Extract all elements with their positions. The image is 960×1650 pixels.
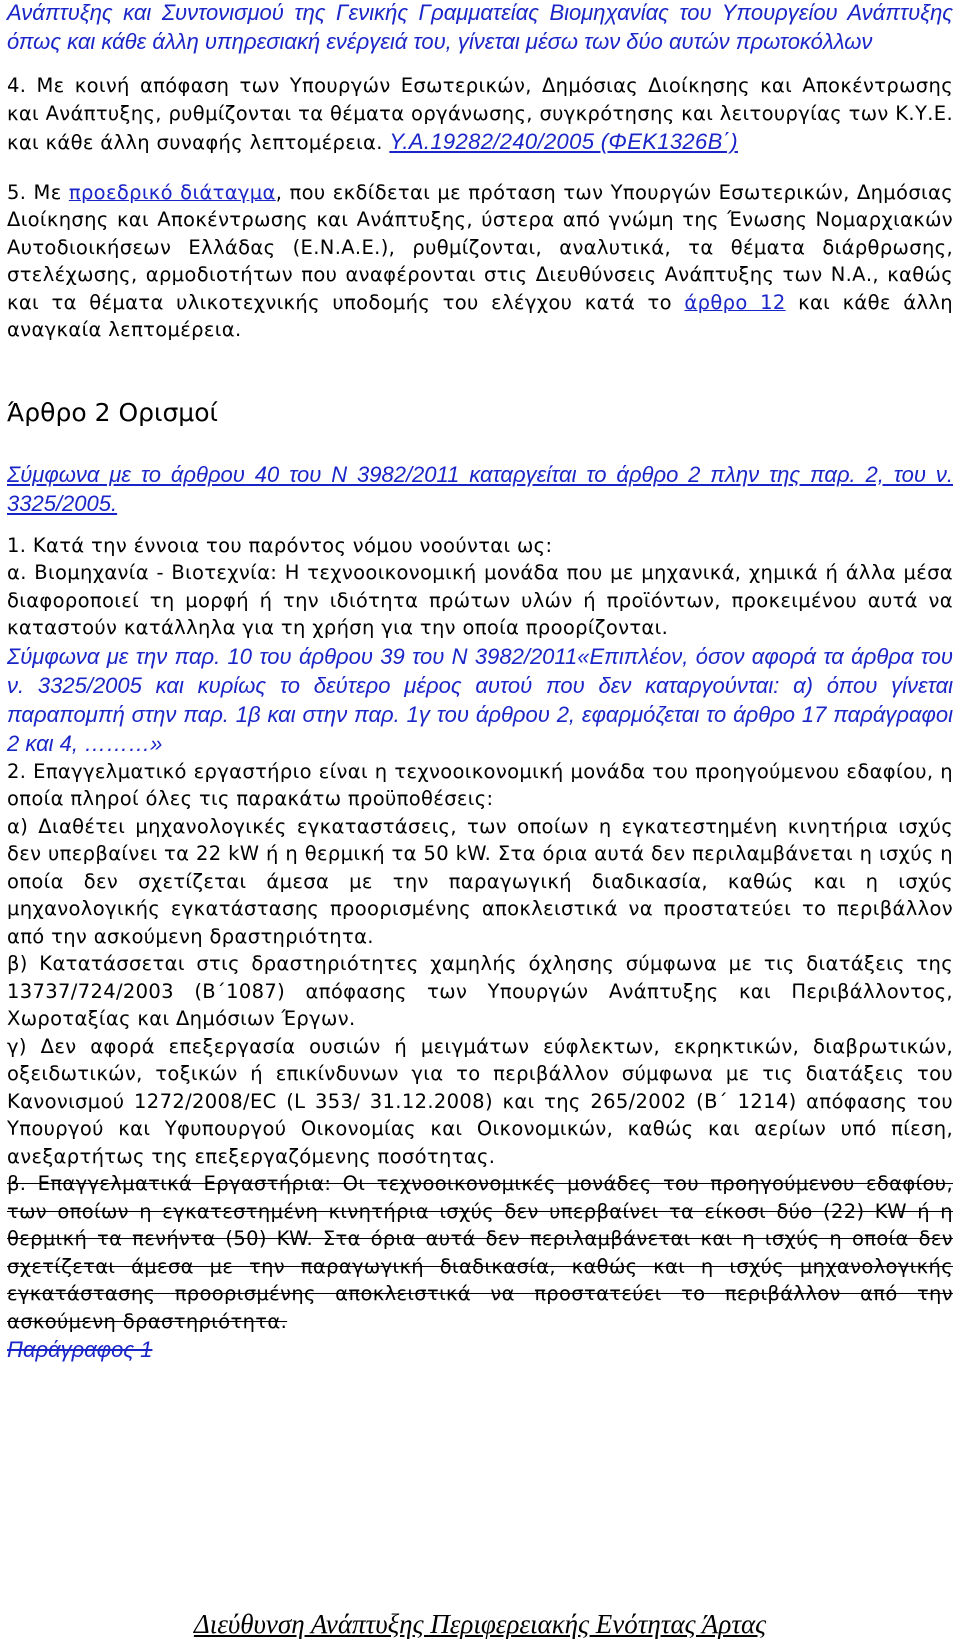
presidential-decree-link[interactable]: προεδρικό διάταγμα <box>68 180 276 204</box>
article-heading: Άρθρο 2 Ορισμοί <box>7 397 218 427</box>
paragraph-10-note: Σύμφωνα με την παρ. 10 του άρθρου 39 του Ν 3982/2011«Επιπλέον, όσον αφορά τα άρθρα του ν. 3325/2005 και κυρίως το δεύτερο μέρος αυτού που δεν καταργούνται: α) όπου γίνεται παραπομπή στην παρ. 1β και στην παρ. 1γ του άρθρου 2, εφαρμόζεται το άρθρο 17 παράγραφοι 2 και 4, ………» <box>7 643 953 756</box>
item-2b: β) Κατατάσσεται στις δραστηριότητες χαμηλής όχλησης σύμφωνα με τις διατάξεις της 13737/724/2003 (Β΄1087) απόφασης των Υπουργών Ανάπτυξης και Περιβάλλοντος, Χωροταξίας και Δημόσιων Έργων. <box>7 952 953 1030</box>
page-footer: Διεύθυνση Ανάπτυξης Περιφερειακής Ενότητας Άρτας <box>193 1609 767 1639</box>
intro-note: Ανάπτυξης και Συντονισμού της Γενικής Γραμματείας Βιομηχανίας του Υπουργείου Ανάπτυξης όπως και κάθε άλλη υπηρεσιακή ενέργειά του, γίνεται μέσω των δύο αυτών πρωτοκόλλων <box>7 0 953 54</box>
item-1: 1. Κατά την έννοια του παρόντος νόμου νοούνται ως: <box>7 533 553 557</box>
item-2c: γ) Δεν αφορά επεξεργασία ουσιών ή μειγμάτων εύφλεκτων, εκρηκτικών, διαβρωτικών, οξειδωτικών, τοξικών ή επικίνδυνων για το περιβάλλον σύμφωνα με τις διατάξεις του Κανονισμού 1272/2008/EC (L 353/ 31.12.2008) και της 265/2002 (Β΄ 1214) απόφασης του Υπουργού και Υφυπουργού Οικονομίας και Οικονομικών, καθώς και αερίων υπό πίεση, ανεξαρτήτως της επεξεργαζόμενης ποσότητας. <box>7 1034 953 1168</box>
article-12-link[interactable]: άρθρο 12 <box>684 290 786 314</box>
paragraph-4-reference[interactable]: Υ.Α.19282/240/2005 (ΦΕΚ1326Β΄) <box>389 129 738 154</box>
repealed-item-b: β. Επαγγελματικά Εργαστήρια: Οι τεχνοοικονομικές μονάδες του προηγούμενου εδαφίου, των οποίων η εγκατεστημένη κινητήρια ισχύς δεν υπερβαίνει τα είκοσι δύο (22) KW ή η θερμική τα πενήντα (50) KW. Στα όρια αυτά δεν περιλαμβάνεται και η ισχύς η οποία δεν σχετίζεται άμεσα με την παραγωγική διαδικασία, καθώς και η ισχύς μηχανολογικής εγκατάστασης προορισμένης αποκλειστικά να προστατεύει το περιβάλλον από την ασκούμενη δραστηριότητα. <box>7 1172 953 1333</box>
paragraph-5 <box>7 179 953 344</box>
paragraph-5-text-3: και κάθε άλλη αναγκαία λεπτομέρεια. <box>7 290 953 341</box>
repealed-paragraph-note: Παράγραφος 1 <box>7 1337 153 1362</box>
article-2-note[interactable]: Σύμφωνα με το άρθρου 40 του Ν 3982/2011 καταργείται το άρθρο 2 πλην της παρ. 2, του ν. 3325/2005. <box>7 461 953 516</box>
item-1a: α. Βιομηχανία - Βιοτεχνία: Η τεχνοοικονομική μονάδα που με μηχανικά, χημικά ή άλλα μέσα διαφοροποιεί τη μορφή ή την ιδιότητα πρώτων υλών ή προϊόντων, προκειμένου αυτά να καταστούν κατάλληλα για τη χρήση για την οποία προορίζονται. <box>7 561 953 639</box>
paragraph-5-text-1: 5. Με <box>7 180 69 204</box>
item-2: 2. Επαγγελματικό εργαστήριο είναι η τεχνοοικονομική μονάδα του προηγούμενου εδαφίου, η οποία πληροί όλες τις παρακάτω προϋποθέσεις: <box>7 759 953 810</box>
item-2a: α) Διαθέτει μηχανολογικές εγκαταστάσεις, των οποίων η εγκατεστημένη κινητήρια ισχύς δεν υπερβαίνει τα 22 kW ή η θερμική τα 50 kW. Στα όρια αυτά δεν περιλαμβάνεται η ισχύς η οποία δεν σχετίζεται άμεσα με την παραγωγική διαδικασία, καθώς και η ισχύς μηχανολογικής εγκατάστασης προορισμένης αποκλειστικά να προστατεύει το περιβάλλον από την ασκούμενη δραστηριότητα. <box>7 814 953 948</box>
paragraph-4-text: 4. Με κοινή απόφαση των Υπουργών Εσωτερικών, Δημόσιας Διοίκησης και Αποκέντρωσης και Ανάπτυξης, ρυθμίζονται τα θέματα οργάνωσης, συγκρότησης και λειτουργίας των Κ.Υ.Ε. και κάθε άλλη συναφής λεπτομέρεια. <box>7 74 953 154</box>
paragraph-5-text-2: , που εκδίδεται με πρόταση των Υπουργών Εσωτερικών, Δημόσιας Διοίκησης και Αποκέντρωσης και Ανάπτυξης, ύστερα από γνώμη της Ένωσης Νομαρχιακών Αυτοδιοικήσεων Ελλάδας (Ε.Ν.Α.Ε.), ρυθμίζονται, αναλυτικά, τα θέματα διάρθρωσης, στελέχωσης, αρμοδιοτήτων που αναφέρονται στις Διευθύνσεις Ανάπτυξης των Ν.Α., καθώς και τα θέματα υλικοτεχνικής υποδομής του ελέγχου κατά το <box>7 180 953 314</box>
paragraph-4 <box>7 72 953 157</box>
